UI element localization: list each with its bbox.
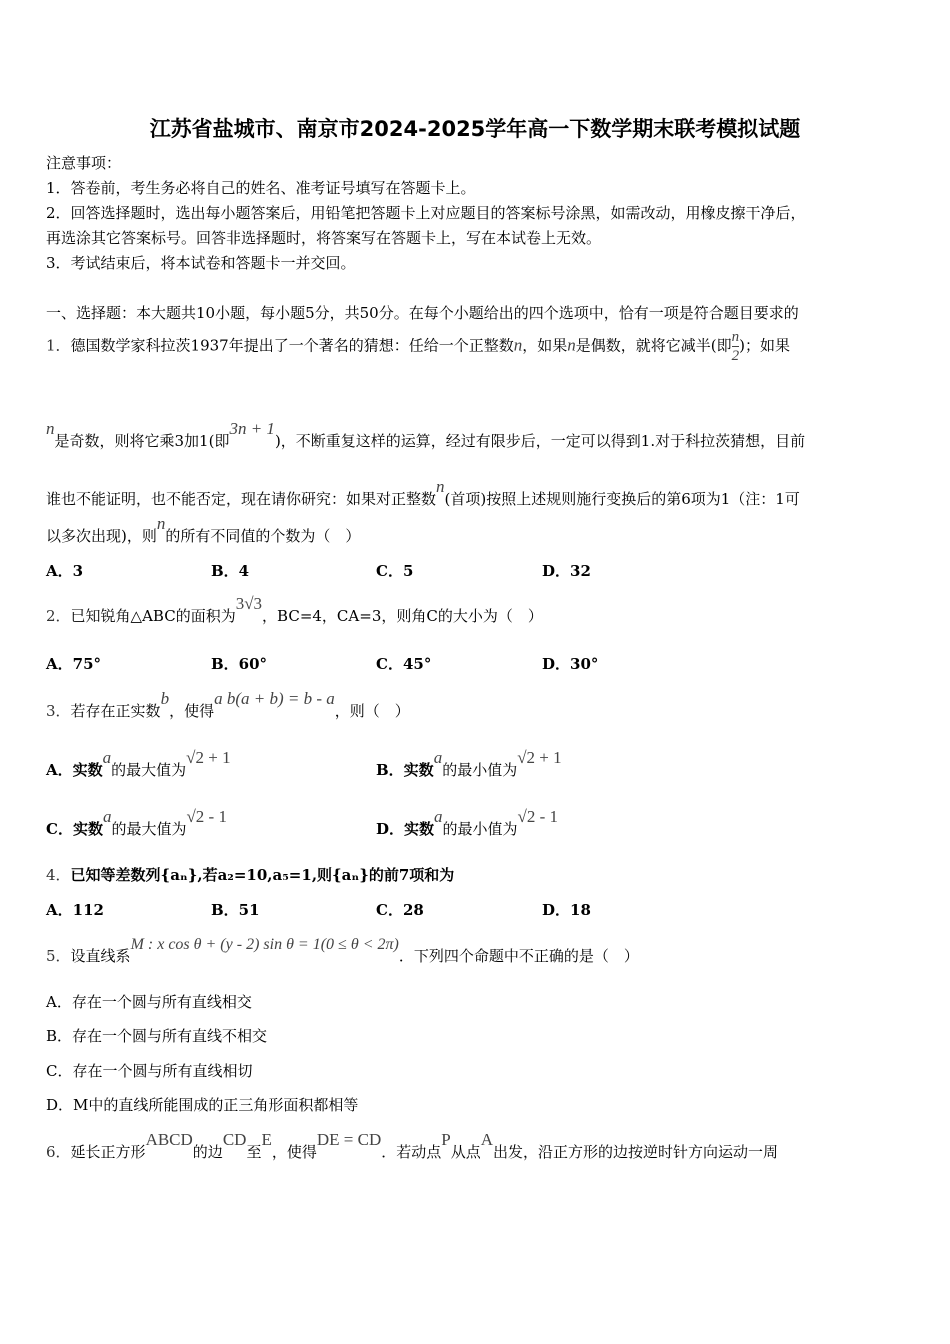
math-expression: P xyxy=(441,1130,451,1149)
option-b[interactable] xyxy=(376,748,562,780)
notice-item: 再选涂其它答案标号。回答非选择题时，将答案写在答题卡上，写在本试卷上无效。 xyxy=(46,229,602,247)
option-c[interactable]: C．45° xyxy=(376,655,432,673)
option-d[interactable]: D．18 xyxy=(542,901,591,919)
fraction-denominator: 2 xyxy=(731,348,740,364)
option-d[interactable]: D．32 xyxy=(542,562,591,580)
option-label: D．实数 xyxy=(376,820,435,838)
question-text: 是奇数，则将它乘3加1(即 xyxy=(54,432,230,450)
option-label: B．实数 xyxy=(376,761,434,779)
option-b[interactable]: B．51 xyxy=(211,901,260,919)
notice-item: 3．考试结束后，将本试卷和答题卡一并交回。 xyxy=(46,254,356,272)
math-var: b xyxy=(160,689,170,708)
question-5 xyxy=(46,936,639,966)
question-3 xyxy=(46,689,410,721)
option-a[interactable]: A．112 xyxy=(46,901,104,919)
page-title: 江苏省盐城市、南京市2024-2025学年高一下数学期末联考模拟试题 xyxy=(149,117,801,141)
math-var: a xyxy=(102,807,112,826)
question-1-line-2 xyxy=(46,419,806,451)
math-expression: M : x cos θ + (y - 2) sin θ = 1(0 ≤ θ < 2π) xyxy=(130,936,399,953)
question-number: 6． xyxy=(46,1143,71,1161)
math-expression: √2 - 1 xyxy=(186,807,227,826)
math-expression: ABCD xyxy=(145,1130,193,1149)
math-expression: √2 + 1 xyxy=(186,748,231,767)
question-text: (首项)按照上述规则施行变换后的第6项为1（注：1可 xyxy=(444,490,800,508)
math-expression: 3n + 1 xyxy=(229,419,275,438)
math-expression: 3√3 xyxy=(235,594,263,613)
question-text: ，使得 xyxy=(169,702,215,720)
math-var: a xyxy=(102,748,112,767)
math-var: n xyxy=(436,477,445,496)
question-2 xyxy=(46,594,543,626)
question-text: 若存在正实数 xyxy=(70,702,161,720)
question-6 xyxy=(46,1130,779,1162)
option-c[interactable]: C．存在一个圆与所有直线相切 xyxy=(46,1062,253,1080)
question-text: 是偶数，就将它减半(即 xyxy=(575,336,732,355)
option-c[interactable] xyxy=(46,807,227,839)
math-expression: CD xyxy=(222,1130,247,1149)
math-var: n xyxy=(46,419,55,438)
option-d[interactable]: D．30° xyxy=(542,655,599,673)
question-4 xyxy=(46,864,454,885)
math-expression: E xyxy=(261,1130,272,1149)
option-a[interactable] xyxy=(46,748,231,780)
option-b[interactable]: B．60° xyxy=(211,655,268,673)
question-text: 延长正方形 xyxy=(70,1143,146,1161)
option-c[interactable]: C．5 xyxy=(376,562,414,580)
question-text: 出发，沿正方形的边按逆时针方向运动一周 xyxy=(493,1143,779,1161)
question-text: 设直线系 xyxy=(70,947,131,965)
question-text: ，如果 xyxy=(522,336,568,355)
option-c[interactable]: C．28 xyxy=(376,901,424,919)
notice-item: 1．答卷前，考生务必将自己的姓名、准考证号填写在答题卡上。 xyxy=(46,179,476,197)
option-d[interactable] xyxy=(376,807,559,839)
notice-item: 2．回答选择题时，选出每小题答案后，用铅笔把答题卡上对应题目的答案标号涂黑，如需改动，用橡皮擦干净后， xyxy=(46,204,806,222)
question-text: 已知锐角△ABC的面积为 xyxy=(70,607,236,625)
question-1-line-1 xyxy=(46,328,790,365)
question-text: ．下列四个命题中不正确的是（ ） xyxy=(398,947,639,965)
question-text: 的所有不同值的个数为（ ） xyxy=(165,527,361,545)
option-text: 的最大值为 xyxy=(111,761,187,779)
question-number: 3． xyxy=(46,702,71,720)
notice-heading: 注意事项： xyxy=(46,154,122,172)
option-d[interactable]: D．M中的直线所能围成的正三角形面积都相等 xyxy=(46,1096,359,1114)
option-a[interactable]: A．3 xyxy=(46,562,84,580)
question-text: 已知等差数列{aₙ},若a₂=10,a₅=1,则{aₙ}的前7项和为 xyxy=(70,866,455,884)
math-var: n xyxy=(567,335,576,355)
option-b[interactable]: B．4 xyxy=(211,562,250,580)
option-a[interactable]: A．存在一个圆与所有直线相交 xyxy=(46,993,252,1011)
question-text: 以多次出现)，则 xyxy=(46,527,157,545)
option-text: 的最小值为 xyxy=(442,761,518,779)
math-var: a xyxy=(434,807,443,826)
question-number: 1． xyxy=(46,336,71,355)
math-var: a xyxy=(433,748,443,767)
question-text: ，使得 xyxy=(271,1143,317,1161)
question-text: ，BC=4，CA=3，则角C的大小为（ ） xyxy=(262,607,543,625)
question-1-line-4 xyxy=(46,514,361,546)
question-1-line-3 xyxy=(46,477,800,509)
math-var: n xyxy=(513,335,523,355)
option-b[interactable]: B．存在一个圆与所有直线不相交 xyxy=(46,1027,268,1045)
question-text: )；如果 xyxy=(739,336,790,355)
fraction xyxy=(732,328,740,365)
question-text: 德国数学家科拉茨1937年提出了一个著名的猜想：任给一个正整数 xyxy=(70,336,514,355)
question-number: 5． xyxy=(46,947,71,965)
question-text: 的边 xyxy=(192,1143,223,1161)
option-text: 的最大值为 xyxy=(111,820,187,838)
math-expression: DE = CD xyxy=(316,1130,382,1149)
math-var: n xyxy=(156,514,166,533)
option-a[interactable]: A．75° xyxy=(46,655,102,673)
math-expression: √2 + 1 xyxy=(517,748,562,767)
section-heading: 一、选择题：本大题共10小题，每小题5分，共50分。在每个小题给出的四个选项中，恰有一项是符合题目要求的 xyxy=(46,304,799,322)
option-label: A．实数 xyxy=(46,761,103,779)
fraction-numerator: n xyxy=(731,329,740,345)
option-label: C．实数 xyxy=(46,820,103,838)
math-expression: √2 - 1 xyxy=(517,807,559,826)
question-number: 4． xyxy=(46,866,71,884)
question-number: 2． xyxy=(46,607,71,625)
question-text: 从点 xyxy=(450,1143,481,1161)
option-text: 的最小值为 xyxy=(442,820,518,838)
math-expression: a b(a + b) = b - a xyxy=(214,689,335,708)
question-text: )，不断重复这样的运算，经过有限步后，一定可以得到1.对于科拉茨猜想，目前 xyxy=(274,432,806,450)
math-expression: A xyxy=(480,1130,494,1149)
question-text: ．若动点 xyxy=(381,1143,442,1161)
question-text: 谁也不能证明，也不能否定，现在请你研究：如果对正整数 xyxy=(46,490,437,508)
question-text: 至 xyxy=(246,1143,262,1161)
question-text: ，则（ ） xyxy=(334,702,410,720)
